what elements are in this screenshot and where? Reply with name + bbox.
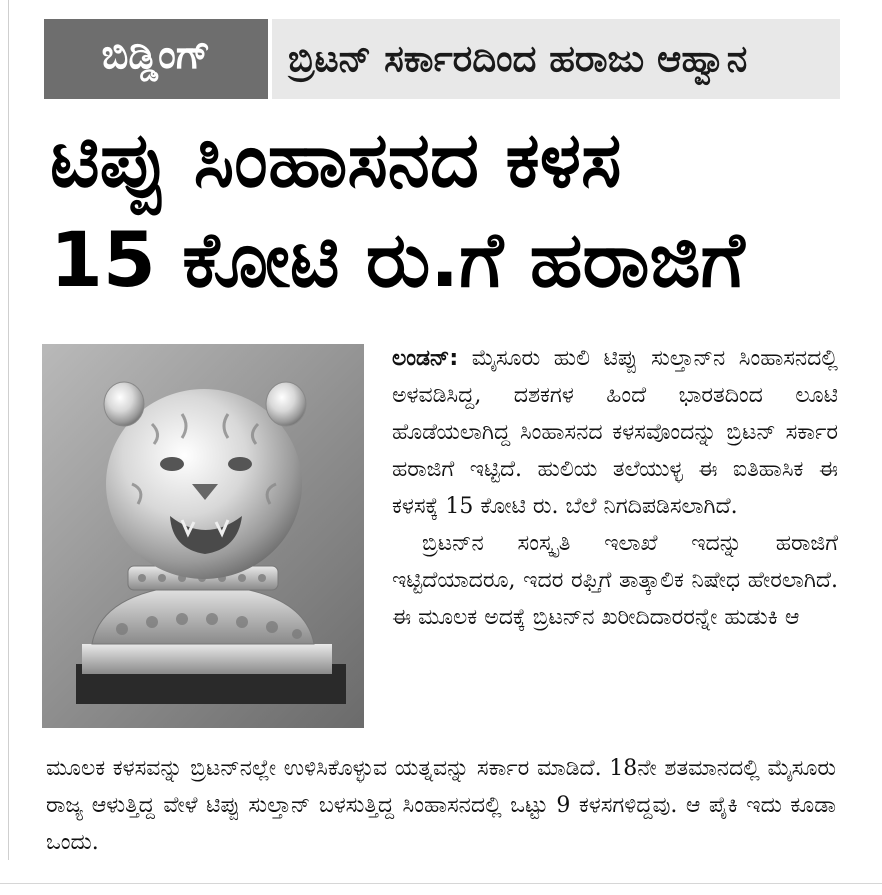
tiger-head-finial-image <box>42 344 364 728</box>
article-paragraph-2: ಬ್ರಿಟನ್‌ನ ಸಂಸ್ಕೃತಿ ಇಲಾಖೆ ಇದನ್ನು ಹರಾಜಿಗೆ ಇಟ್ಟಿದೆಯಾದರೂ, ಇದರ ರಫ್ತಿಗೆ ತಾತ್ಕಾಲಿಕ ನಿಷೇಧ ಹೇರಲಾಗಿದೆ. ಈ ಮೂಲಕ ಅದಕ್ಕೆ ಬ್ರಿಟನ್‌ನ ಖರೀದಿದಾರರನ್ನೇ ಹುಡುಕಿ ಆ <box>392 531 838 630</box>
article-continuation: ಮೂಲಕ ಕಳಸವನ್ನು ಬ್ರಿಟನ್‌ನಲ್ಲೇ ಉಳಿಸಿಕೊಳ್ಳುವ ಯತ್ನವನ್ನು ಸರ್ಕಾರ ಮಾಡಿದೆ. 18ನೇ ಶತಮಾನದಲ್ಲಿ ಮೈಸೂರು ರಾಜ್ಯ ಆಳುತ್ತಿದ್ದ ವೇಳೆ ಟಿಪ್ಪು ಸುಲ್ತಾನ್ ಬಳಸುತ್ತಿದ್ದ ಸಿಂಹಾಸನದಲ್ಲಿ ಒಟ್ಟು 9 ಕಳಸಗಳಿದ್ದವು. ಆ ಪೈಕಿ ಇದು ಕೂಡಾ ಒಂದು. <box>46 756 836 855</box>
headline-line-1: ಟಿಪ್ಪು ಸಿಂಹಾಸನದ ಕಳಸ <box>50 115 622 204</box>
article-paragraph-1 <box>392 340 838 525</box>
headline <box>50 110 850 310</box>
article-column-right <box>392 340 838 636</box>
kicker-text: ಬ್ರಿಟನ್ ಸರ್ಕಾರದಿಂದ ಹರಾಜು ಆಹ್ವಾನ <box>288 37 748 80</box>
dateline: ಲಂಡನ್: <box>392 346 459 371</box>
paragraph-1-text: ಮೈಸೂರು ಹುಲಿ ಟಿಪ್ಪು ಸುಲ್ತಾನ್‌ನ ಸಿಂಹಾಸನದಲ್ಲಿ ಅಳವಡಿಸಿದ್ದ, ದಶಕಗಳ ಹಿಂದೆ ಭಾರತದಿಂದ ಲೂಟಿ ಹೊಡೆಯಲಾಗಿದ್ದ ಸಿಂಹಾಸನದ ಕಳಸವೊಂದನ್ನು ಬ್ರಿಟನ್ ಸರ್ಕಾರ ಹರಾಜಿಗೆ ಇಟ್ಟಿದೆ. ಹುಲಿಯ ತಲೆಯುಳ್ಳ ಈ ಐತಿಹಾಸಿಕ ಈ ಕಳಸಕ್ಕೆ 15 ಕೋಟಿ ರು. ಬೆಲೆ ನಿಗದಿಪಡಿಸಲಾಗಿದೆ. <box>392 346 838 519</box>
tiger-head-finial-photo <box>42 344 364 728</box>
kicker-label: ಬಿಡ್ಡಿಂಗ್ <box>44 19 272 99</box>
left-column-rule <box>8 0 9 860</box>
bottom-rule <box>0 883 882 884</box>
kicker-bar <box>44 19 840 99</box>
headline-line-2: 15 ಕೋಟಿ ರು.ಗೆ ಹರಾಜಿಗೆ <box>50 215 745 304</box>
